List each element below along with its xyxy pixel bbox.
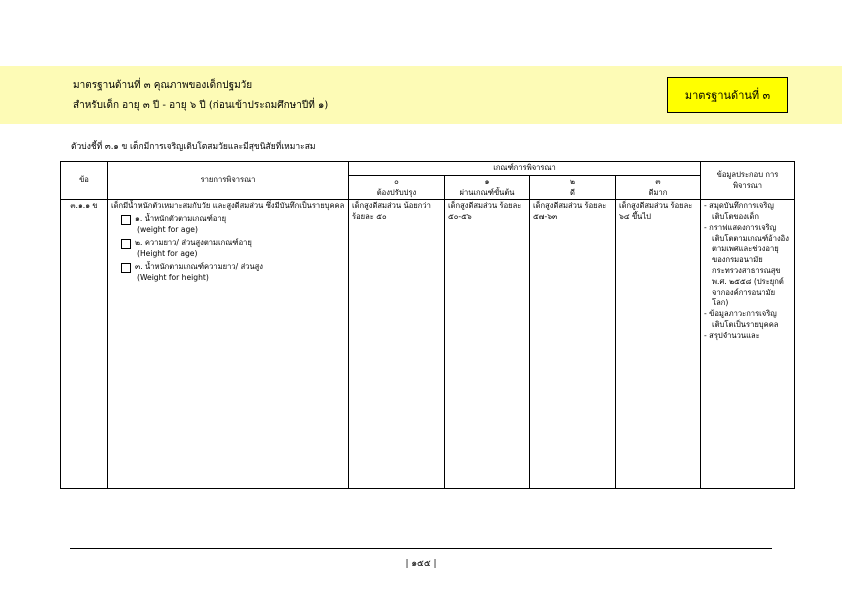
level-0-cell: เด็กสูงดีสมส่วน น้อยกว่าร้อยละ ๕๐ (349, 200, 445, 489)
checkbox-label: ๓. น้ำหนักตามเกณฑ์ความยาว/ ส่วนสูง (135, 261, 264, 271)
item-cell (108, 200, 349, 489)
level-num: ๒ (569, 176, 575, 186)
level-header-0 (349, 175, 445, 200)
level-num: ๓ (655, 176, 661, 186)
level-2-cell: เด็กสูงดีสมส่วน ร้อยละ ๕๗-๖๓ (530, 200, 616, 489)
checkbox-sub-label: (Height for age) (137, 248, 198, 258)
footer-divider (70, 548, 772, 549)
evidence-cell (701, 200, 795, 489)
level-header-2 (530, 175, 616, 200)
indicator-heading: ตัวบ่งชี้ที่ ๓.๑ ข เด็กมีการเจริญเติบโตสมวัยและมีสุขนิสัยที่เหมาะสม (71, 142, 316, 152)
level-label: ผ่านเกณฑ์ขั้นต้น (459, 187, 515, 197)
standard-title: มาตรฐานด้านที่ ๓ คุณภาพของเด็กปฐมวัย (73, 80, 253, 91)
col-header-no: ข้อ (61, 162, 108, 200)
level-num: ๑ (484, 176, 490, 186)
level-label: ดี (570, 187, 575, 197)
page-number: | ๑๕๕ | (405, 559, 437, 569)
age-range-subtitle: สำหรับเด็ก อายุ ๓ ปี - อายุ ๖ ปี (ก่อนเข้าประถมศึกษาปีที่ ๑) (73, 100, 329, 111)
evidence-item: - กราฟแสดงการเจริญเติบโตตามเกณฑ์อ้างอิงตามเพศและช่วงอายุ ของกรมอนามัย กระทรวงสาธารณสุข พ.ศ. ๒๕๕๘ (ประยุกต์จากองค์การอนามัยโลก) (704, 222, 789, 308)
row-number: ๓.๑.๑ ข (61, 200, 108, 489)
level-header-3 (616, 175, 701, 200)
checkbox-icon[interactable] (121, 215, 131, 225)
level-label: ดีมาก (648, 187, 668, 197)
col-header-item: รายการพิจารณา (108, 162, 349, 200)
evidence-item: - สรุปจำนวนและ (704, 330, 760, 340)
level-1-cell: เด็กสูงดีสมส่วน ร้อยละ ๕๐-๕๖ (445, 200, 530, 489)
checkbox-icon[interactable] (121, 239, 131, 249)
level-header-1 (445, 175, 530, 200)
checkbox-icon[interactable] (121, 263, 131, 273)
checkbox-item-weight[interactable] (121, 214, 345, 225)
standard-label-box: มาตรฐานด้านที่ ๓ (667, 77, 788, 113)
checkbox-label: ๑. น้ำหนักตัวตามเกณฑ์อายุ (135, 214, 227, 224)
item-text: เด็กมีน้ำหนักตัวเหมาะสมกับวัย และสูงดีสมส่วน ซึ่งมีบันทึกเป็นรายบุคคล (111, 201, 345, 211)
checkbox-item-weight-for-height[interactable] (121, 262, 345, 273)
table-header-row (61, 162, 795, 176)
col-header-criteria: เกณฑ์การพิจารณา (349, 162, 701, 176)
level-num: ๐ (394, 176, 399, 186)
checkbox-sub-label: (weight for age) (137, 225, 198, 235)
evidence-item: - สมุดบันทึกการเจริญเติบโตของเด็ก (704, 201, 774, 222)
checkbox-label: ๒. ความยาว/ ส่วนสูงตามเกณฑ์อายุ (135, 237, 252, 247)
checkbox-sub-label: (Weight for height) (137, 272, 209, 282)
level-label: ต้องปรับปรุง (376, 187, 417, 197)
criteria-table (60, 161, 795, 489)
checkbox-item-height[interactable] (121, 238, 345, 249)
table-row (61, 200, 795, 489)
evidence-item: - ข้อมูลภาวะการเจริญเติบโตเป็นรายบุคคล (704, 309, 779, 329)
level-3-cell: เด็กสูงดีสมส่วน ร้อยละ ๖๔ ขึ้นไป (616, 200, 701, 489)
col-header-evidence: ข้อมูลประกอบ การพิจารณา (701, 162, 795, 200)
